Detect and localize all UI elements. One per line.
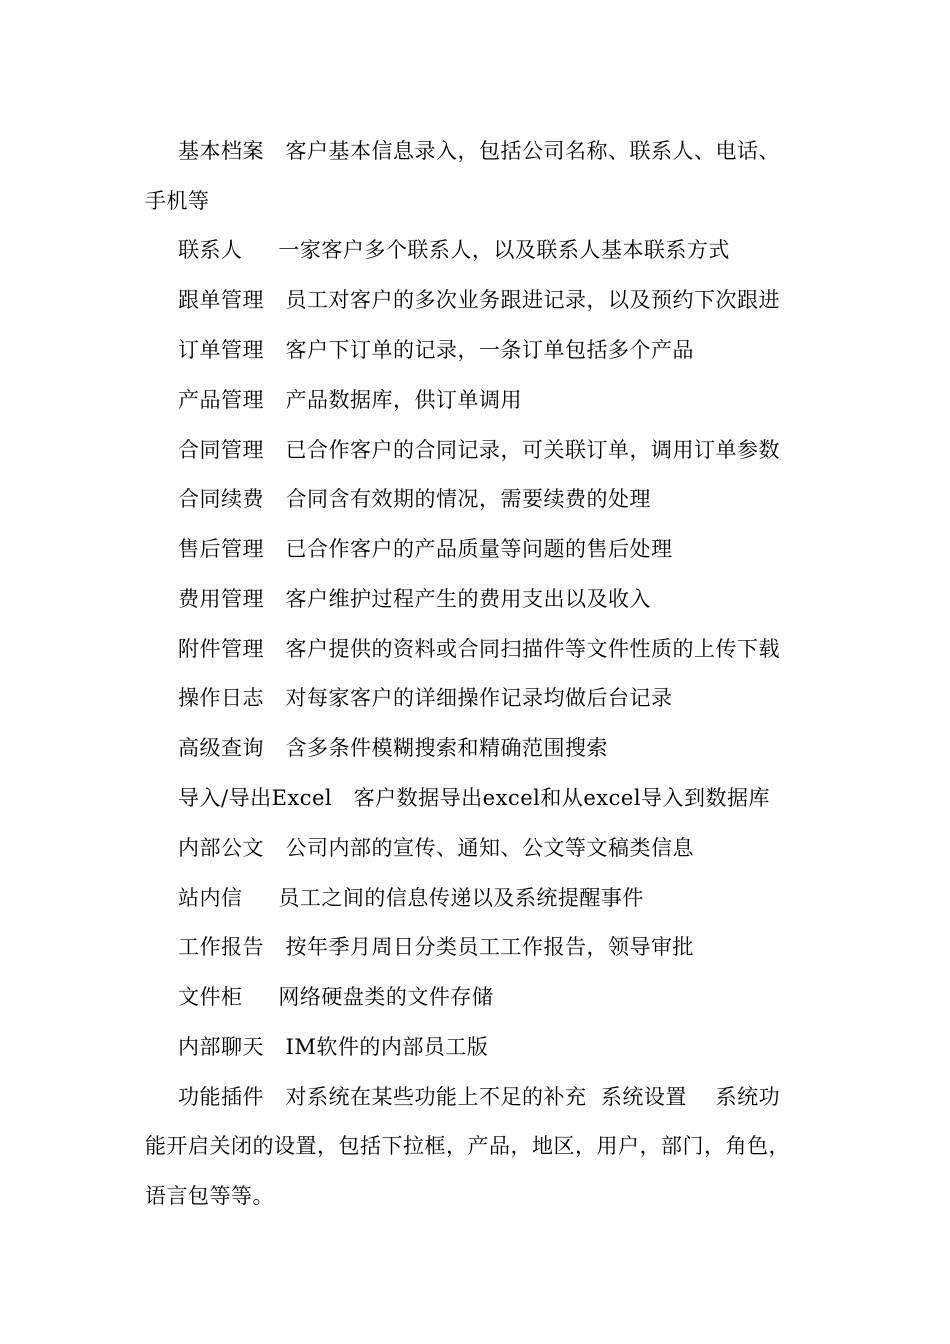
paragraph-line: 语言包等等。: [145, 1184, 274, 1208]
paragraph-line: 功能插件 对系统在某些功能上不足的补充 系统设置 系统功: [178, 1085, 781, 1109]
paragraph-line: 站内信 员工之间的信息传递以及系统提醒事件: [178, 886, 644, 910]
paragraph-line: 基本档案 客户基本信息录入，包括公司名称、联系人、电话、: [178, 139, 781, 163]
paragraph-line: 操作日志 对每家客户的详细操作记录均做后台记录: [178, 686, 673, 710]
paragraph-line: 工作报告 按年季月周日分类员工工作报告，领导审批: [178, 935, 695, 959]
paragraph-line: 费用管理 客户维护过程产生的费用支出以及收入: [178, 587, 652, 611]
paragraph-line: 导入/导出Excel 客户数据导出excel和从excel导入到数据库: [178, 786, 771, 810]
paragraph-line: 售后管理 已合作客户的产品质量等问题的售后处理: [178, 537, 673, 561]
paragraph-line: 内部聊天 IM软件的内部员工版: [178, 1035, 489, 1059]
paragraph-line: 文件柜 网络硬盘类的文件存储: [178, 985, 494, 1009]
paragraph-line: 内部公文 公司内部的宣传、通知、公文等文稿类信息: [178, 836, 695, 860]
paragraph-line: 合同续费 合同含有效期的情况，需要续费的处理: [178, 487, 652, 511]
paragraph-line: 产品管理 产品数据库，供订单调用: [178, 388, 523, 412]
paragraph-line: 手机等: [145, 189, 210, 213]
paragraph-line: 联系人 一家客户多个联系人，以及联系人基本联系方式: [178, 238, 730, 262]
paragraph-line: 合同管理 已合作客户的合同记录，可关联订单，调用订单参数: [178, 438, 781, 462]
paragraph-line: 高级查询 含多条件模糊搜索和精确范围搜索: [178, 736, 609, 760]
paragraph-line: 跟单管理 员工对客户的多次业务跟进记录，以及预约下次跟进: [178, 288, 781, 312]
paragraph-line: 订单管理 客户下订单的记录，一条订单包括多个产品: [178, 338, 695, 362]
paragraph-line: 附件管理 客户提供的资料或合同扫描件等文件性质的上传下载: [178, 637, 781, 661]
paragraph-line: 能开启关闭的设置，包括下拉框，产品，地区，用户，部门，角色，: [145, 1134, 790, 1158]
